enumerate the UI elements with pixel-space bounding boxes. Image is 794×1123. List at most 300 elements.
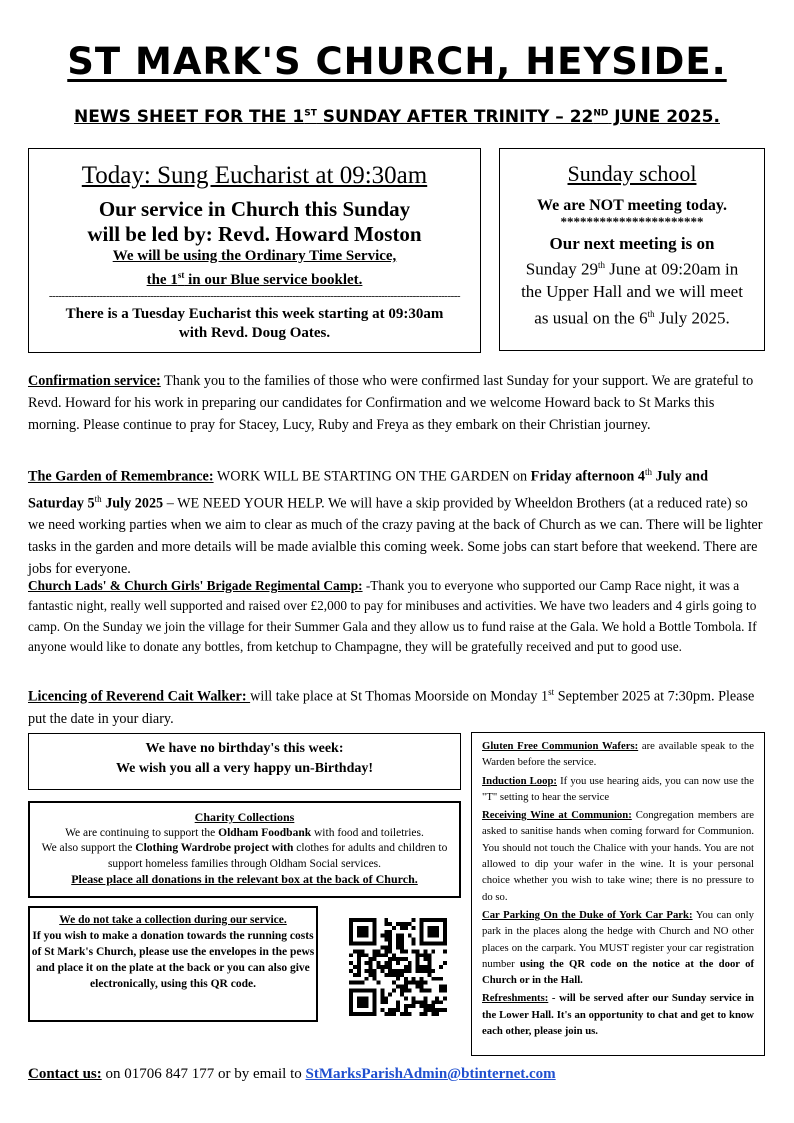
qr-module: [388, 957, 392, 961]
qr-module: [439, 985, 443, 989]
page-title: ST MARK'S CHURCH, HEYSIDE.: [67, 40, 727, 83]
subtitle-part: SUNDAY AFTER TRINITY – 22: [316, 107, 594, 127]
qr-module: [353, 981, 357, 985]
charity-footer: Please place all donations in the relevant box at the back of Church.: [71, 872, 418, 886]
charity-part: We also support the: [41, 842, 136, 854]
qr-module: [420, 989, 424, 993]
qr-module: [373, 973, 377, 977]
sunday-school-details: [500, 254, 764, 329]
booklet-note-line: [29, 266, 480, 290]
qr-module: [365, 977, 369, 981]
qr-module: [380, 989, 384, 993]
qr-module: [416, 969, 420, 973]
qr-module: [431, 969, 435, 973]
qr-module: [388, 938, 392, 942]
qr-module: [396, 969, 400, 973]
note-sup: st: [177, 270, 185, 280]
qr-module: [420, 953, 424, 957]
qr-module: [392, 953, 396, 957]
qr-module: [380, 953, 384, 957]
details-part: July 2025.: [654, 308, 730, 328]
qr-module: [400, 957, 404, 961]
details-part: as usual on the 6: [534, 308, 648, 328]
notices-box: [471, 732, 765, 1056]
birthday-line: We have no birthday's this week:: [145, 741, 344, 756]
qr-module: [384, 996, 388, 1000]
qr-module: [392, 969, 396, 973]
qr-module: [423, 1004, 427, 1008]
qr-module: [392, 973, 396, 977]
qr-module: [369, 957, 373, 961]
qr-module: [420, 981, 424, 985]
garden-text: – WE NEED YOUR HELP. We will have a skip provided by Wheeldon Brothers (at a reduced rate) so we need working parties when we aim to clear as much of the crazy paving at the back of Church as we can. There will be lighter tasks in the garden and more details will be made avialble this coming week. Some jobs can start before that weekend. There are jobs for everyone.: [28, 495, 763, 578]
qr-module: [396, 922, 400, 926]
qr-module: [384, 949, 388, 953]
qr-module: [396, 934, 400, 938]
qr-module: [384, 961, 388, 965]
charity-bold: Clothing Wardrobe project with: [135, 842, 294, 854]
qr-module: [427, 965, 431, 969]
qr-module: [423, 949, 427, 953]
qr-module: [384, 934, 388, 938]
qr-finder-bottom-left: [349, 989, 376, 1016]
qr-module: [396, 985, 400, 989]
licencing-text: will take place at St Thomas Moorside on Monday 1: [250, 688, 549, 705]
qr-module: [412, 926, 416, 930]
qr-module: [412, 996, 416, 1000]
contact-line: [28, 1066, 556, 1083]
qr-module: [400, 938, 404, 942]
qr-module: [416, 957, 420, 961]
qr-module: [408, 965, 412, 969]
qr-module: [420, 1012, 424, 1016]
qr-module: [400, 992, 404, 996]
qr-module: [396, 957, 400, 961]
qr-module: [431, 1008, 435, 1012]
qr-module: [423, 996, 427, 1000]
qr-module: [392, 957, 396, 961]
qr-module: [388, 922, 392, 926]
qr-module: [404, 926, 408, 930]
loop-notice: [482, 773, 754, 806]
confirmation-notice: [28, 370, 766, 436]
licencing-text: September 2025 at 7:30pm. Please put the date in your diary.: [28, 688, 755, 727]
collection-box: [28, 906, 318, 1022]
gluten-heading: Gluten Free Communion Wafers:: [482, 740, 639, 752]
qr-module: [388, 1008, 392, 1012]
qr-module: [384, 1000, 388, 1004]
qr-module: [420, 1004, 424, 1008]
qr-module: [373, 949, 377, 953]
collection-text: If you wish to make a donation towards the running costs of St Mark's Church, please use the envelopes in the pews and place it on the plate at the back or you can also give electronically, using this QR code.: [31, 930, 315, 990]
qr-module: [423, 1008, 427, 1012]
qr-module: [420, 985, 424, 989]
charity-text: [30, 826, 459, 873]
qr-module: [388, 965, 392, 969]
qr-module: [400, 989, 404, 993]
garden-notice: [28, 461, 766, 580]
qr-module: [396, 977, 400, 981]
qr-module: [400, 969, 404, 973]
qr-module: [443, 1008, 447, 1012]
qr-module: [400, 973, 404, 977]
parking-bold: using the QR code on the notice at the door of Church or in the Hall.: [482, 957, 755, 987]
qr-module: [380, 992, 384, 996]
service-title: Today: Sung Eucharist at 09:30am: [81, 162, 428, 189]
subtitle-sup: ST: [304, 108, 317, 119]
brigade-heading: Church Lads' & Church Girls' Brigade Regimental Camp:: [28, 578, 363, 593]
qr-module: [373, 969, 377, 973]
qr-module: [412, 942, 416, 946]
qr-module: [349, 953, 353, 957]
qr-module: [412, 949, 416, 953]
qr-module: [423, 1000, 427, 1004]
qr-module: [400, 1012, 404, 1016]
qr-module: [357, 969, 361, 973]
qr-module: [369, 965, 373, 969]
qr-module: [357, 953, 361, 957]
qr-module: [427, 961, 431, 965]
parking-text: You can only park in the places along the hedge with Church and NO other places on the carpark. You MUST register your car registration number: [482, 908, 754, 970]
donation-qr-code[interactable]: [340, 918, 456, 1016]
confirmation-heading: Confirmation service:: [28, 373, 161, 389]
qr-module: [392, 981, 396, 985]
qr-module: [384, 930, 388, 934]
qr-module: [373, 953, 377, 957]
qr-module: [353, 949, 357, 953]
garden-sup: th: [644, 467, 652, 477]
garden-date: July 2025: [101, 495, 164, 512]
qr-module: [416, 953, 420, 957]
service-divider: ----------------------------------------------------------------------------------------------------------------------------------: [48, 291, 461, 302]
qr-module: [384, 1012, 388, 1016]
qr-module: [404, 1012, 408, 1016]
charity-title: Charity Collections: [194, 810, 295, 824]
qr-module: [420, 1000, 424, 1004]
qr-module: [349, 969, 353, 973]
qr-module: [388, 930, 392, 934]
qr-module: [412, 981, 416, 985]
birthday-box: [28, 733, 461, 790]
qr-module: [392, 1008, 396, 1012]
qr-module: [423, 965, 427, 969]
qr-module: [357, 981, 361, 985]
loop-text: If you use hearing aids, you can now use the "T" setting to hear the service: [482, 774, 754, 803]
refreshments-heading: Refreshments:: [482, 992, 549, 1005]
charity-part: clothes for adults and children to support homeless families through Oldham Social services.: [107, 842, 448, 870]
gluten-notice: [482, 738, 754, 771]
qr-module: [423, 957, 427, 961]
qr-module: [408, 922, 412, 926]
qr-module: [423, 969, 427, 973]
qr-module: [408, 934, 412, 938]
booklet-note-line: We will be using the Ordinary Time Service,: [112, 248, 397, 264]
qr-module: [408, 981, 412, 985]
qr-module: [423, 989, 427, 993]
qr-module: [369, 973, 373, 977]
qr-module: [431, 949, 435, 953]
qr-module: [443, 961, 447, 965]
details-sup: th: [598, 260, 606, 270]
qr-module: [400, 949, 404, 953]
tuesday-eucharist: [29, 305, 480, 343]
charity-box: [28, 801, 461, 898]
birthday-line: We wish you all a very happy un-Birthday!: [115, 761, 374, 776]
qr-module: [349, 981, 353, 985]
qr-module: [443, 996, 447, 1000]
garden-sup: th: [94, 493, 102, 504]
qr-module: [400, 942, 404, 946]
wine-text: Congregation members are asked to sanitise hands when coming forward for Communion. You should not touch the Chalice with your hands. You are not allowed to dip your wafer in the wine. It is your personal choice whether you wish to take wine; there is no pressure to do so.: [482, 809, 754, 903]
qr-module: [376, 949, 380, 953]
qr-module: [408, 969, 412, 973]
details-line: the Upper Hall and we will meet: [521, 281, 743, 301]
qr-module: [357, 957, 361, 961]
licencing-sup: st: [548, 687, 555, 697]
qr-module: [400, 922, 404, 926]
qr-module: [416, 949, 420, 953]
contact-text: on 01706 847 177 or by email to: [101, 1066, 306, 1082]
qr-module: [400, 945, 404, 949]
qr-module: [416, 981, 420, 985]
sunday-school-next: Our next meeting is on: [549, 234, 715, 253]
qr-module: [388, 949, 392, 953]
details-sup: th: [647, 308, 655, 319]
sunday-school-status: We are NOT meeting today.: [536, 197, 728, 214]
refreshments-text: - will be served after our Sunday service in the Lower Hall. It's an opportunity to chat and get to know each other, please join us.: [482, 992, 754, 1038]
service-lead-line: Our service in Church this Sunday: [98, 197, 411, 221]
qr-module: [416, 985, 420, 989]
qr-module: [408, 961, 412, 965]
qr-module: [349, 961, 353, 965]
details-line: [500, 254, 764, 281]
parking-heading: Car Parking On the Duke of York Car Park:: [482, 908, 693, 921]
qr-module: [384, 945, 388, 949]
qr-module: [365, 953, 369, 957]
qr-module: [439, 989, 443, 993]
qr-module: [384, 965, 388, 969]
qr-module: [439, 1008, 443, 1012]
licencing-heading: Licencing of Reverend Cait Walker:: [28, 688, 251, 705]
qr-module: [404, 957, 408, 961]
qr-module: [376, 981, 380, 985]
qr-module: [380, 965, 384, 969]
qr-module: [384, 953, 388, 957]
qr-module: [423, 981, 427, 985]
wine-notice: [482, 807, 754, 905]
charity-part: We are continuing to support the: [65, 826, 219, 839]
qr-module: [408, 1004, 412, 1008]
tuesday-line: with Revd. Doug Oates.: [178, 325, 331, 341]
note-part: the 1: [146, 272, 178, 288]
qr-module: [388, 934, 392, 938]
qr-module: [380, 1008, 384, 1012]
garden-date: July and Saturday 5: [28, 468, 708, 512]
qr-module: [384, 922, 388, 926]
qr-module: [435, 1012, 439, 1016]
garden-heading: The Garden of Remembrance:: [28, 468, 214, 485]
qr-module: [427, 989, 431, 993]
qr-module: [412, 1000, 416, 1004]
qr-module: [400, 934, 404, 938]
qr-module: [435, 1000, 439, 1004]
qr-module: [373, 977, 377, 981]
wine-heading: Receiving Wine at Communion:: [482, 809, 632, 822]
qr-module: [427, 1008, 431, 1012]
qr-module: [388, 969, 392, 973]
qr-module: [384, 938, 388, 942]
qr-module: [412, 1004, 416, 1008]
service-booklet-note: [29, 247, 480, 290]
qr-module: [404, 996, 408, 1000]
qr-module: [388, 992, 392, 996]
qr-module: [423, 1012, 427, 1016]
qr-module: [369, 961, 373, 965]
qr-module: [388, 942, 392, 946]
sunday-school-title: Sunday school: [567, 161, 697, 186]
confirmation-text: Thank you to the families of those who were confirmed last Sunday for your support. We are grateful to Revd. Howard for his work in preparing our candidates for Confirmation and we welcome Howard back to St Marks this morning. Please continue to pray for Stacey, Lucy, Ruby and Freya as they embark on their Christian journey.: [28, 373, 754, 433]
qr-module: [384, 918, 388, 922]
qr-module: [416, 1000, 420, 1004]
qr-module: [412, 977, 416, 981]
qr-module: [408, 1012, 412, 1016]
note-part: in our Blue service booklet.: [184, 272, 363, 288]
qr-module: [396, 938, 400, 942]
qr-module: [431, 1004, 435, 1008]
qr-module: [353, 965, 357, 969]
qr-module: [404, 922, 408, 926]
qr-module: [361, 953, 365, 957]
qr-module: [439, 965, 443, 969]
qr-module: [396, 961, 400, 965]
qr-module: [380, 945, 384, 949]
qr-module: [388, 961, 392, 965]
loop-heading: Induction Loop:: [482, 774, 557, 787]
qr-module: [404, 977, 408, 981]
qr-module: [380, 969, 384, 973]
qr-module: [404, 969, 408, 973]
qr-module: [396, 942, 400, 946]
qr-module: [392, 989, 396, 993]
subtitle-part: NEWS SHEET FOR THE 1: [74, 107, 305, 127]
qr-module: [435, 977, 439, 981]
qr-module: [443, 949, 447, 953]
qr-module: [427, 953, 431, 957]
qr-module: [420, 969, 424, 973]
qr-finder-top-right: [420, 918, 447, 945]
qr-module: [380, 934, 384, 938]
gluten-text: are available speak to the Warden before the service.: [482, 740, 754, 769]
qr-module: [443, 985, 447, 989]
qr-module: [376, 965, 380, 969]
contact-email-link[interactable]: StMarksParishAdmin@btinternet.com: [305, 1066, 556, 1082]
sunday-school-stars: **********************: [560, 214, 704, 229]
qr-module: [423, 953, 427, 957]
garden-date: Friday afternoon 4: [530, 468, 645, 485]
qr-module: [435, 1008, 439, 1012]
qr-module: [400, 926, 404, 930]
qr-module: [431, 1000, 435, 1004]
charity-part: with food and toiletries.: [311, 826, 424, 839]
qr-module: [396, 1008, 400, 1012]
qr-module: [404, 1008, 408, 1012]
qr-module: [412, 918, 416, 922]
details-part: June at 09:20am in: [605, 259, 739, 279]
qr-module: [439, 977, 443, 981]
qr-module: [431, 1012, 435, 1016]
qr-module: [361, 981, 365, 985]
qr-module: [392, 926, 396, 930]
qr-module: [404, 965, 408, 969]
qr-module: [396, 1000, 400, 1004]
qr-module: [361, 949, 365, 953]
brigade-text: -Thank you to everyone who supported our Camp Race night, it was a fantastic night, really well supported and raised over £2,000 to pay for minibuses and activities. We have two leaders and 4 girls going to camp. On the Sunday we join the village for their Summer Gala and they allow us to fund raise at the Gala. We hold a Bottle Tombola. If anyone would like to donate any bottles, from ketchup to Champagne, they will be gratefully received and put to good use.: [28, 578, 757, 654]
details-line: [500, 303, 764, 330]
service-lead-line: will be led by: Revd. Howard Moston: [87, 222, 422, 246]
qr-module: [431, 977, 435, 981]
qr-module: [416, 961, 420, 965]
qr-module: [353, 973, 357, 977]
qr-module: [427, 957, 431, 961]
qr-module: [388, 973, 392, 977]
qr-module: [400, 985, 404, 989]
collection-heading: We do not take a collection during our service.: [59, 914, 287, 926]
tuesday-line: There is a Tuesday Eucharist this week starting at 09:30am: [65, 306, 444, 322]
subtitle-sup: ND: [593, 108, 609, 119]
parking-notice: [482, 907, 754, 988]
service-box: [28, 148, 481, 353]
licencing-notice: [28, 681, 766, 730]
qr-module: [404, 989, 408, 993]
qr-module: [412, 938, 416, 942]
qr-module: [420, 965, 424, 969]
qr-module: [404, 1004, 408, 1008]
qr-module: [396, 1004, 400, 1008]
qr-module: [357, 949, 361, 953]
qr-module: [357, 961, 361, 965]
page-subtitle: [0, 107, 794, 127]
sunday-school-box: [499, 148, 765, 351]
qr-module: [376, 961, 380, 965]
qr-module: [439, 1000, 443, 1004]
qr-module: [365, 969, 369, 973]
subtitle-part: JUNE 2025.: [608, 107, 720, 127]
brigade-notice: [28, 576, 766, 657]
qr-module: [404, 949, 408, 953]
qr-module: [404, 985, 408, 989]
qr-module: [392, 1012, 396, 1016]
charity-bold: Oldham Foodbank: [218, 826, 312, 839]
qr-module: [416, 965, 420, 969]
refreshments-notice: [482, 990, 754, 1039]
qr-module: [373, 957, 377, 961]
qr-module: [435, 996, 439, 1000]
qr-module: [376, 953, 380, 957]
qr-module: [427, 973, 431, 977]
qr-module: [420, 977, 424, 981]
qr-module: [357, 965, 361, 969]
qr-module: [357, 973, 361, 977]
qr-module: [380, 1000, 384, 1004]
garden-text: WORK WILL BE STARTING ON THE GARDEN on: [213, 468, 531, 485]
details-part: Sunday 29: [525, 259, 599, 279]
qr-module: [404, 981, 408, 985]
qr-module: [384, 973, 388, 977]
qr-module: [388, 945, 392, 949]
qr-finder-top-left: [349, 918, 376, 945]
qr-module: [380, 996, 384, 1000]
qr-module: [365, 961, 369, 965]
